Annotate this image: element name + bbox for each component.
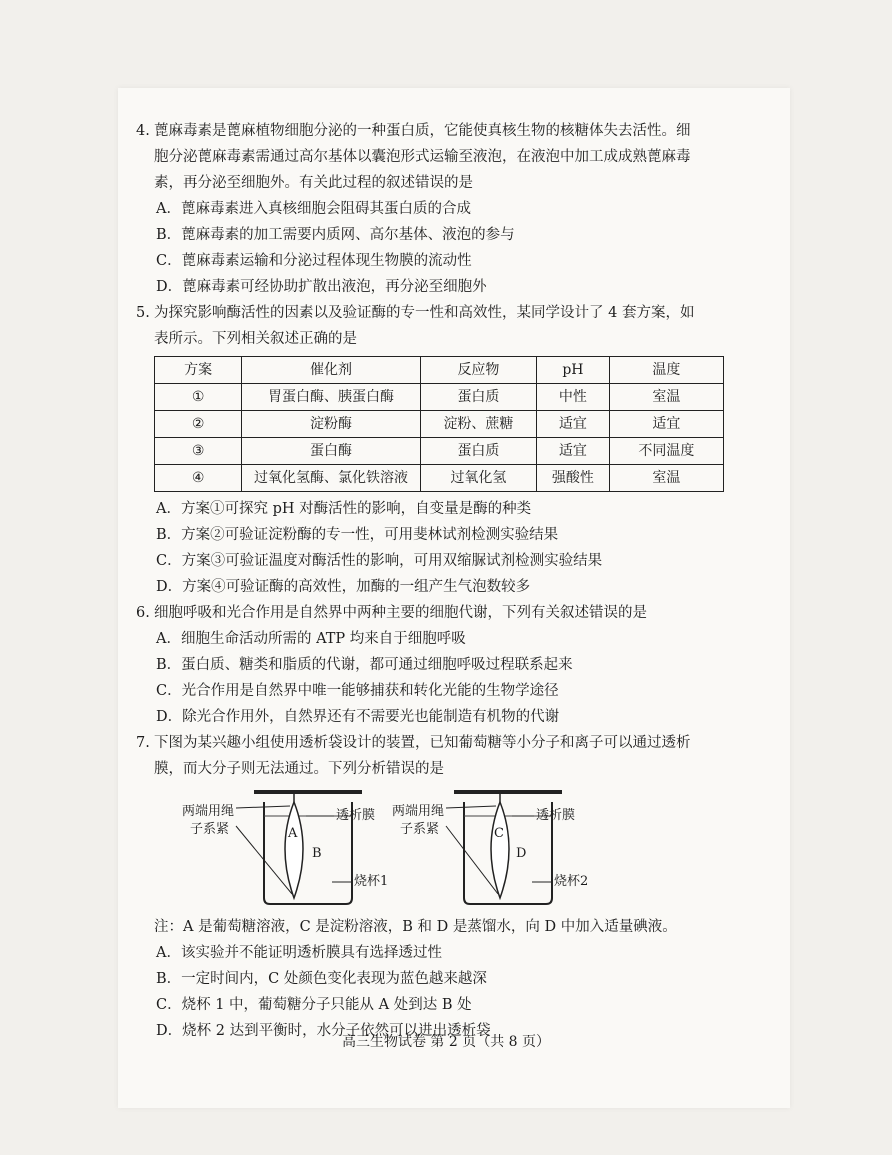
table-cell: 中性	[537, 384, 610, 411]
label-solution-a: A	[288, 826, 298, 841]
option-c: C．光合作用是自然界中唯一能够捕获和转化光能的生物学途径	[156, 683, 559, 699]
figure-note: 注：A 是葡萄糖溶液，C 是淀粉溶液，B 和 D 是蒸馏水，向 D 中加入适量碘液。	[154, 919, 677, 935]
question-number: 7.	[136, 735, 150, 751]
label-membrane-1: 透析膜	[336, 808, 376, 823]
question-stem-cont: 表所示。下列相关叙述正确的是	[154, 331, 357, 347]
table-cell: 适宜	[537, 411, 610, 438]
table-cell: ③	[155, 438, 242, 465]
option-d: D．除光合作用外，自然界还有不需要光也能制造有机物的代谢	[156, 709, 560, 725]
experiment-table	[154, 356, 724, 492]
exam-content	[136, 118, 740, 1044]
label-rope-1b: 子系紧	[190, 822, 230, 837]
table-cell: 过氧化氢酶、氯化铁溶液	[242, 465, 421, 492]
question-5	[136, 300, 740, 600]
question-stem: 为探究影响酶活性的因素以及验证酶的专一性和高效性，某同学设计了 4 套方案，如	[154, 305, 695, 321]
question-stem: 细胞呼吸和光合作用是自然界中两种主要的细胞代谢，下列有关叙述错误的是	[154, 605, 647, 621]
option-c: C．烧杯 1 中，葡萄糖分子只能从 A 处到达 B 处	[156, 997, 472, 1013]
question-number: 6.	[136, 605, 150, 621]
table-row	[155, 438, 724, 465]
table-header: 反应物	[420, 357, 536, 384]
label-water-b: B	[312, 846, 322, 861]
label-rope-1: 两端用绳	[182, 804, 235, 819]
leader-rope-2-bottom	[446, 826, 498, 894]
label-membrane-2: 透析膜	[536, 808, 576, 823]
label-water-d: D	[516, 846, 527, 861]
table-cell: 胃蛋白酶、胰蛋白酶	[242, 384, 421, 411]
option-d: D．蓖麻毒素可经协助扩散出液泡，再分泌至细胞外	[156, 279, 487, 295]
table-cell: 蛋白酶	[242, 438, 421, 465]
option-a: A．蓖麻毒素进入真核细胞会阻碍其蛋白质的合成	[156, 201, 471, 217]
option-b: B．方案②可验证淀粉酶的专一性，可用斐林试剂检测实验结果	[156, 527, 559, 543]
dialysis-figure	[136, 786, 740, 914]
option-b: B．蓖麻毒素的加工需要内质网、高尔基体、液泡的参与	[156, 227, 515, 243]
label-rope-2b: 子系紧	[400, 822, 440, 837]
table-row	[155, 384, 724, 411]
table-cell: 淀粉、蔗糖	[420, 411, 536, 438]
table-cell: 室温	[609, 384, 723, 411]
table-cell: 强酸性	[537, 465, 610, 492]
page-footer: 高三生物试卷 第 2 页（共 8 页）	[341, 1034, 551, 1050]
label-beaker-2: 烧杯2	[554, 874, 589, 889]
option-b: B．蛋白质、糖类和脂质的代谢，都可通过细胞呼吸过程联系起来	[156, 657, 573, 673]
question-7	[136, 730, 740, 1044]
question-4	[136, 118, 740, 300]
question-stem-cont: 膜，而大分子则无法通过。下列分析错误的是	[154, 761, 444, 777]
table-header-row	[155, 357, 724, 384]
label-rope-2: 两端用绳	[392, 804, 445, 819]
question-stem: 蓖麻毒素是蓖麻植物细胞分泌的一种蛋白质，它能使真核生物的核糖体失去活性。细	[154, 123, 691, 139]
option-d: D．方案④可验证酶的高效性，加酶的一组产生气泡数较多	[156, 579, 531, 595]
table-cell: 室温	[609, 465, 723, 492]
question-6	[136, 600, 740, 730]
question-stem-cont: 胞分泌蓖麻毒素需通过高尔基体以囊泡形式运输至液泡，在液泡中加工成成熟蓖麻毒	[154, 149, 691, 165]
option-a: A．方案①可探究 pH 对酶活性的影响，自变量是酶的种类	[156, 501, 532, 517]
option-b: B．一定时间内，C 处颜色变化表现为蓝色越来越深	[156, 971, 487, 987]
table-cell: 适宜	[609, 411, 723, 438]
label-solution-c: C	[494, 826, 504, 841]
table-cell: 不同温度	[609, 438, 723, 465]
table-cell: 淀粉酶	[242, 411, 421, 438]
table-cell: ④	[155, 465, 242, 492]
question-stem-cont: 素，再分泌至细胞外。有关此过程的叙述错误的是	[154, 175, 473, 191]
table-cell: ②	[155, 411, 242, 438]
table-cell: ①	[155, 384, 242, 411]
option-a: A．细胞生命活动所需的 ATP 均来自于细胞呼吸	[156, 631, 466, 647]
table-cell: 蛋白质	[420, 384, 536, 411]
option-c: C．方案③可验证温度对酶活性的影响，可用双缩脲试剂检测实验结果	[156, 553, 603, 569]
table-cell: 蛋白质	[420, 438, 536, 465]
question-stem: 下图为某兴趣小组使用透析袋设计的装置，已知葡萄糖等小分子和离子可以通过透析	[154, 735, 691, 751]
table-header: 温度	[609, 357, 723, 384]
option-a: A．该实验并不能证明透析膜具有选择透过性	[156, 945, 442, 961]
leader-rope-2-top	[446, 806, 496, 808]
question-number: 4.	[136, 123, 150, 139]
table-row	[155, 411, 724, 438]
table-header: pH	[537, 357, 610, 384]
table-row	[155, 465, 724, 492]
table-header: 催化剂	[242, 357, 421, 384]
table-cell: 适宜	[537, 438, 610, 465]
table-header: 方案	[155, 357, 242, 384]
table-cell: 过氧化氢	[420, 465, 536, 492]
question-number: 5.	[136, 305, 150, 321]
option-d: D．烧杯 2 达到平衡时，水分子依然可以进出透析袋	[156, 1023, 491, 1039]
label-beaker-1: 烧杯1	[354, 874, 389, 889]
option-c: C．蓖麻毒素运输和分泌过程体现生物膜的流动性	[156, 253, 472, 269]
